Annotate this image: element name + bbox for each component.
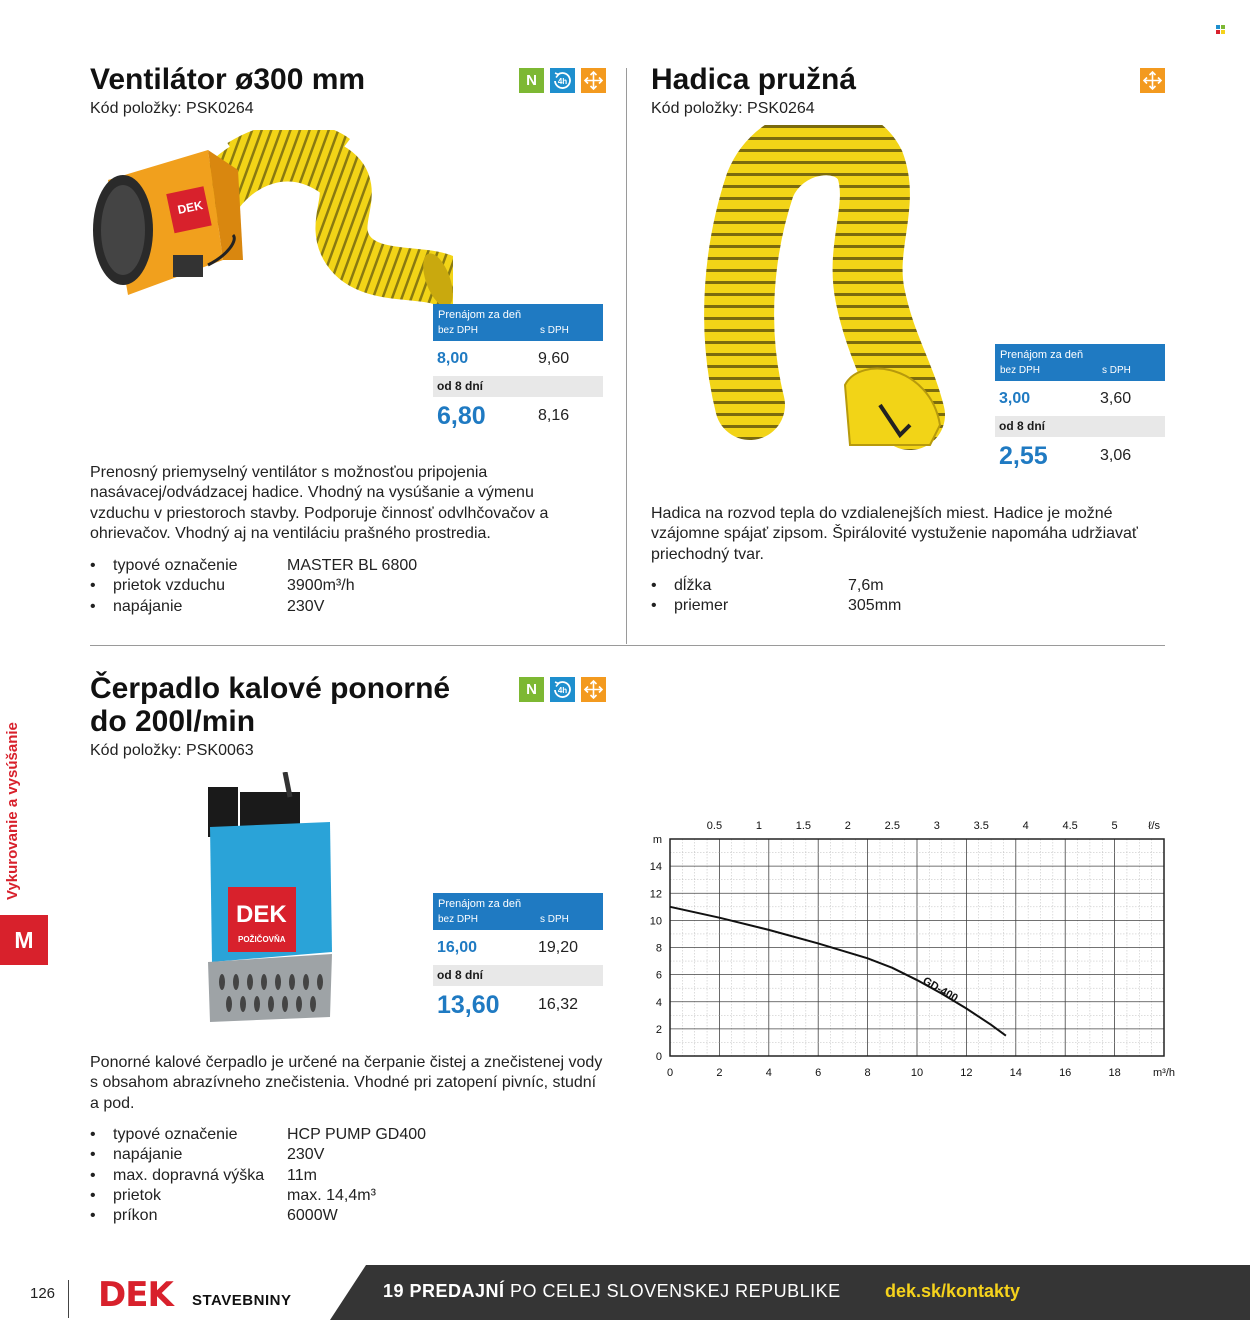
fan-price-box bbox=[433, 304, 603, 435]
fan-product-image bbox=[88, 130, 453, 315]
x-axis-label: m³/h bbox=[1153, 1067, 1175, 1079]
hose-price-box bbox=[995, 344, 1165, 475]
price-col-gross: s DPH bbox=[1102, 365, 1131, 376]
spec-value: 6000W bbox=[287, 1207, 338, 1225]
price-header-title: Prenájom za deň bbox=[438, 309, 522, 321]
x-tick-label: 8 bbox=[864, 1067, 871, 1079]
x-tick-label: 16 bbox=[1059, 1067, 1072, 1079]
price-gross-long: 16,32 bbox=[538, 996, 579, 1013]
spec-value: 7,6m bbox=[848, 577, 884, 594]
new-badge: N bbox=[519, 677, 544, 702]
contacts-link[interactable]: dek.sk/kontakty bbox=[885, 1281, 1021, 1301]
spec-value: MASTER BL 6800 bbox=[287, 557, 418, 574]
footer-separator bbox=[68, 1280, 69, 1318]
price-col-gross: s DPH bbox=[540, 325, 569, 336]
pump-performance-chart bbox=[640, 810, 1180, 1090]
spec-value: 230V bbox=[287, 597, 325, 615]
footer-message bbox=[383, 1281, 841, 1302]
pump-item-code: Kód položky: PSK0063 bbox=[90, 742, 254, 759]
x-tick-label: 2 bbox=[716, 1067, 723, 1079]
hose-badges bbox=[1140, 68, 1165, 93]
spec-row: • dĺžka 7,6m bbox=[651, 576, 901, 596]
price-header bbox=[433, 304, 603, 341]
spec-row: • prietok vzduchu 3900m³/h bbox=[90, 576, 417, 596]
fan-description: Prenosný priemyselný ventilátor s možnosťou pripojenia nasávacej/odvádzacej hadice. Vhodný na vysúšanie a výmenu vzduchu v priestoroch stavby. Podporuje činnosť odvlhčovačov a ohrievačov. Vhodný aj na ventiláciu prašného prostredia. bbox=[90, 464, 549, 542]
price-header bbox=[433, 893, 603, 930]
x-tick-label: 18 bbox=[1108, 1067, 1121, 1079]
dek-logo: DEK bbox=[98, 1275, 173, 1315]
clock-arrow-icon bbox=[552, 70, 573, 91]
spec-value: 11m bbox=[287, 1166, 317, 1184]
price-long-term-label: od 8 dní bbox=[995, 416, 1165, 437]
price-net: 8,00 bbox=[437, 349, 469, 367]
spec-value: max. 14,4m³ bbox=[287, 1186, 376, 1204]
section-side-label bbox=[4, 690, 30, 900]
spec-key: priemer bbox=[674, 597, 729, 615]
y-tick-label: 0 bbox=[655, 1051, 662, 1063]
price-header-title: Prenájom za deň bbox=[1000, 349, 1084, 361]
x2-tick-label: 1.5 bbox=[795, 820, 812, 832]
hose-product-image bbox=[700, 125, 970, 465]
page-footer bbox=[0, 1265, 1250, 1320]
series-label: GD-400 bbox=[920, 974, 960, 1005]
pump-title-line2: do 200l/min bbox=[90, 705, 256, 738]
four-hour-badge bbox=[550, 677, 575, 702]
spec-key: prietok bbox=[113, 1186, 162, 1204]
x2-tick-label: 5 bbox=[1111, 820, 1118, 832]
x-tick-label: 6 bbox=[815, 1067, 822, 1079]
pump-title bbox=[90, 672, 450, 738]
fan-badges bbox=[519, 68, 606, 93]
spec-row: • priemer 305mm bbox=[651, 596, 901, 616]
y-tick-label: 8 bbox=[655, 942, 662, 955]
price-net-long: 2,55 bbox=[999, 441, 1048, 470]
spec-key: príkon bbox=[113, 1207, 158, 1225]
price-long-term-label: od 8 dní bbox=[433, 376, 603, 397]
spec-value: 3900m³/h bbox=[287, 577, 355, 595]
spec-row: • max. dopravná výška 11m bbox=[90, 1166, 426, 1186]
pump-badges bbox=[519, 677, 606, 702]
spec-row: • prietok max. 14,4m³ bbox=[90, 1186, 426, 1206]
y-axis-label: m bbox=[652, 834, 662, 846]
series-line-gd400 bbox=[670, 907, 1006, 1036]
x2-tick-label: 3 bbox=[933, 820, 940, 832]
spec-key: max. dopravná výška bbox=[113, 1166, 265, 1184]
y-tick-label: 2 bbox=[655, 1023, 662, 1036]
price-long-term-label: od 8 dní bbox=[433, 965, 603, 986]
y-tick-label: 12 bbox=[649, 888, 662, 901]
x2-tick-label: 2.5 bbox=[884, 820, 900, 832]
price-net: 3,00 bbox=[999, 389, 1031, 407]
price-col-net: bez DPH bbox=[438, 914, 479, 925]
brand-subtitle: STAVEBNINY bbox=[192, 1292, 292, 1309]
price-gross: 9,60 bbox=[538, 349, 570, 367]
price-net-long: 13,60 bbox=[437, 990, 500, 1019]
x2-tick-label: 4.5 bbox=[1062, 820, 1078, 832]
y-tick-label: 6 bbox=[655, 969, 662, 982]
price-col-gross: s DPH bbox=[540, 914, 569, 925]
hose-title: Hadica pružná bbox=[651, 63, 857, 96]
hose-specs bbox=[651, 576, 901, 617]
fan-specs bbox=[90, 556, 417, 617]
pump-price-box bbox=[433, 893, 603, 1024]
section-divider bbox=[90, 645, 1165, 646]
svg-text:POŽIČOVŇA: POŽIČOVŇA bbox=[238, 935, 286, 944]
price-col-net: bez DPH bbox=[1000, 365, 1041, 376]
spec-row: • typové označenie HCP PUMP GD400 bbox=[90, 1125, 426, 1145]
footer-message-bold: 19 PREDAJNÍ bbox=[383, 1281, 505, 1301]
price-gross: 3,60 bbox=[1100, 389, 1132, 407]
section-tab: M bbox=[0, 915, 48, 965]
hose-item-code: Kód položky: PSK0264 bbox=[651, 100, 815, 117]
new-badge: N bbox=[519, 68, 544, 93]
price-gross: 19,20 bbox=[538, 938, 579, 956]
four-hour-badge bbox=[550, 68, 575, 93]
svg-text:DEK: DEK bbox=[236, 901, 287, 928]
x2-tick-label: 2 bbox=[844, 820, 851, 832]
column-divider bbox=[626, 68, 627, 644]
move-arrows-icon bbox=[581, 677, 606, 702]
x2-tick-label: 0.5 bbox=[706, 820, 723, 832]
spec-key: napájanie bbox=[113, 1146, 183, 1164]
fan-item-code: Kód položky: PSK0264 bbox=[90, 100, 254, 117]
x2-tick-label: 3.5 bbox=[973, 820, 989, 832]
svg-text:4h: 4h bbox=[557, 77, 568, 86]
spec-key: typové označenie bbox=[113, 1126, 238, 1143]
x2-axis-label: ℓ/s bbox=[1147, 820, 1161, 832]
spec-key: napájanie bbox=[113, 597, 183, 615]
x2-tick-label: 1 bbox=[755, 820, 762, 832]
x-tick-label: 4 bbox=[765, 1067, 772, 1079]
x2-tick-label: 4 bbox=[1022, 820, 1029, 832]
price-header-title: Prenájom za deň bbox=[438, 898, 522, 910]
x-tick-label: 0 bbox=[666, 1067, 674, 1079]
price-gross-long: 8,16 bbox=[538, 407, 570, 424]
hose-description: Hadica na rozvod tepla do vzdialenejších miest. Hadice je možné vzájomne spájať zipsom. Špirálovité vystuženie napomáha udržiavať priechodný tvar. bbox=[651, 505, 1138, 563]
spec-value: 305mm bbox=[848, 597, 902, 615]
svg-text:4h: 4h bbox=[557, 686, 568, 695]
clock-arrow-icon bbox=[552, 679, 573, 700]
price-header bbox=[995, 344, 1165, 381]
x-tick-label: 10 bbox=[910, 1067, 924, 1079]
x-tick-label: 12 bbox=[960, 1067, 973, 1079]
spec-row: • napájanie 230V bbox=[90, 597, 417, 617]
page-number: 126 bbox=[30, 1285, 56, 1302]
price-col-net: bez DPH bbox=[438, 325, 479, 336]
spec-value: 230V bbox=[287, 1146, 325, 1164]
fan-title: Ventilátor ø300 mm bbox=[90, 63, 366, 96]
y-tick-label: 4 bbox=[655, 996, 662, 1009]
svg-text:DEK: DEK bbox=[176, 198, 205, 217]
price-net: 16,00 bbox=[437, 938, 478, 956]
pump-description: Ponorné kalové čerpadlo je určené na čerpanie čistej a znečistenej vody s obsahom abrazívneho znečistenia. Vhodné pri zatopení pivníc, studní a pod. bbox=[90, 1054, 603, 1112]
y-tick-label: 10 bbox=[649, 915, 662, 928]
x-tick-label: 14 bbox=[1009, 1067, 1022, 1079]
spec-key: prietok vzduchu bbox=[113, 577, 226, 595]
pump-specs bbox=[90, 1125, 426, 1226]
spec-key: typové označenie bbox=[113, 557, 238, 574]
price-gross-long: 3,06 bbox=[1100, 447, 1132, 464]
spec-row: • napájanie 230V bbox=[90, 1145, 426, 1165]
side-label-text: Vykurovanie a vysúšanie bbox=[4, 722, 21, 900]
move-arrows-icon bbox=[581, 68, 606, 93]
spec-row: • príkon 6000W bbox=[90, 1206, 426, 1226]
spec-row: • typové označenie MASTER BL 6800 bbox=[90, 556, 417, 576]
spec-key: dĺžka bbox=[674, 577, 712, 594]
price-net-long: 6,80 bbox=[437, 401, 486, 430]
y-tick-label: 14 bbox=[649, 861, 662, 874]
pump-product-image bbox=[200, 772, 340, 1027]
spec-value: HCP PUMP GD400 bbox=[287, 1126, 427, 1143]
move-arrows-icon bbox=[1140, 68, 1165, 93]
print-color-mark bbox=[1216, 25, 1226, 35]
footer-message-rest: PO CELEJ SLOVENSKEJ REPUBLIKE bbox=[504, 1281, 841, 1301]
pump-title-line1: Čerpadlo kalové ponorné bbox=[90, 672, 451, 705]
